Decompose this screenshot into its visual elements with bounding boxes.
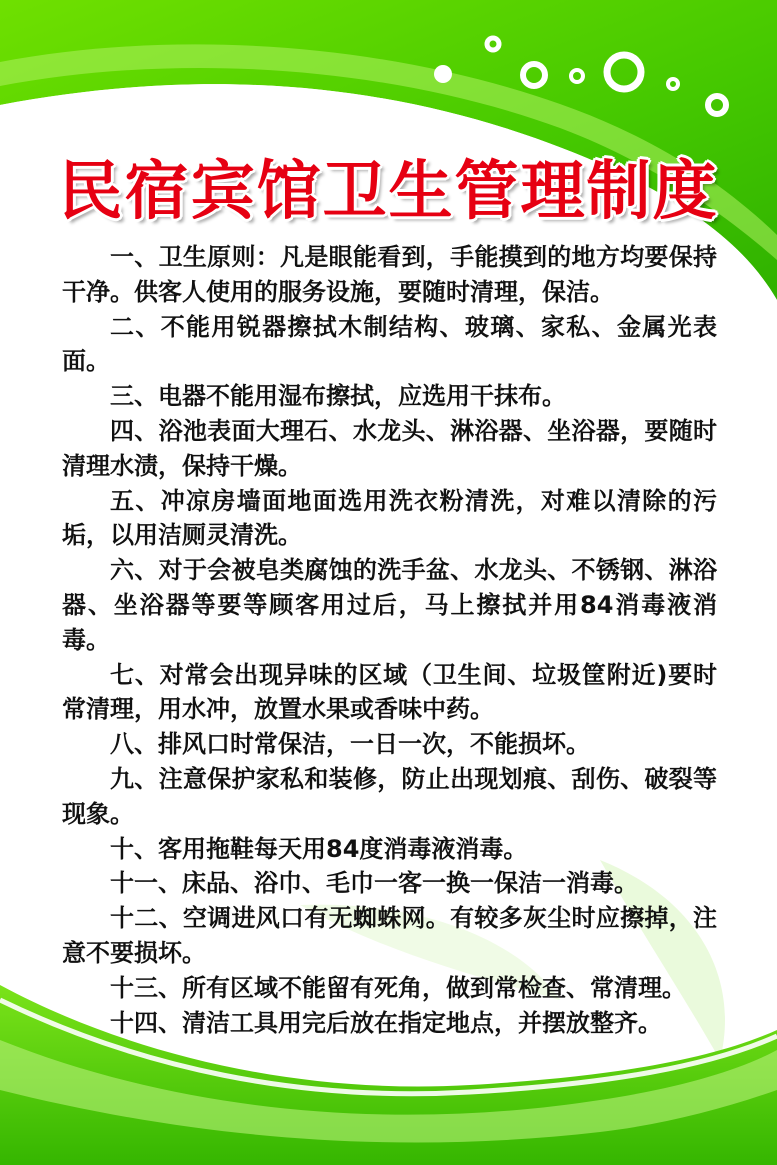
rule-item: 十四、清洁工具用完后放在指定地点，并摆放整齐。 [110,1008,662,1037]
rule-item: 十、客用拖鞋每天用84度消毒液消毒。 [110,834,528,863]
rules-list [62,240,717,1040]
rule-item: 十三、所有区域不能留有死角，做到常检查、常清理。 [110,973,686,1002]
rule-item: 四、浴池表面大理石、水龙头、淋浴器、坐浴器，要随时清理水渍，保持干燥。 [62,416,717,480]
rule-item: 九、注意保护家私和装修，防止出现划痕、刮伤、破裂等现象。 [62,764,717,828]
rule-item: 六、对于会被皂类腐蚀的洗手盆、水龙头、不锈钢、淋浴器、坐浴器等要等顾客用过后，马上擦拭并用84消毒液消毒。 [62,556,717,654]
rule-item: 十一、床品、浴巾、毛巾一客一换一保洁一消毒。 [110,869,638,898]
poster-title: 民宿宾馆卫生管理制度 [58,155,719,229]
rule-item: 八、排风口时常保洁，一日一次，不能损坏。 [110,730,590,759]
rule-item: 二、不能用锐器擦拭木制结构、玻璃、家私、金属光表面。 [62,312,717,376]
rule-item: 三、电器不能用湿布擦拭，应选用干抹布。 [110,382,566,411]
rule-item: 十二、空调进风口有无蜘蛛网。有较多灰尘时应擦掉，注意不要损坏。 [62,904,717,967]
rule-item: 七、对常会出现异味的区域（卫生间、垃圾筐附近)要时常清理，用水冲，放置水果或香味中药。 [62,660,717,724]
rule-item: 一、卫生原则：凡是眼能看到，手能摸到的地方均要保持干净。供客人使用的服务设施，要随时清理，保洁。 [62,243,717,306]
rule-item: 五、冲凉房墙面地面选用洗衣粉清洗，对难以清除的污垢，以用洁厕灵清洗。 [62,486,717,550]
